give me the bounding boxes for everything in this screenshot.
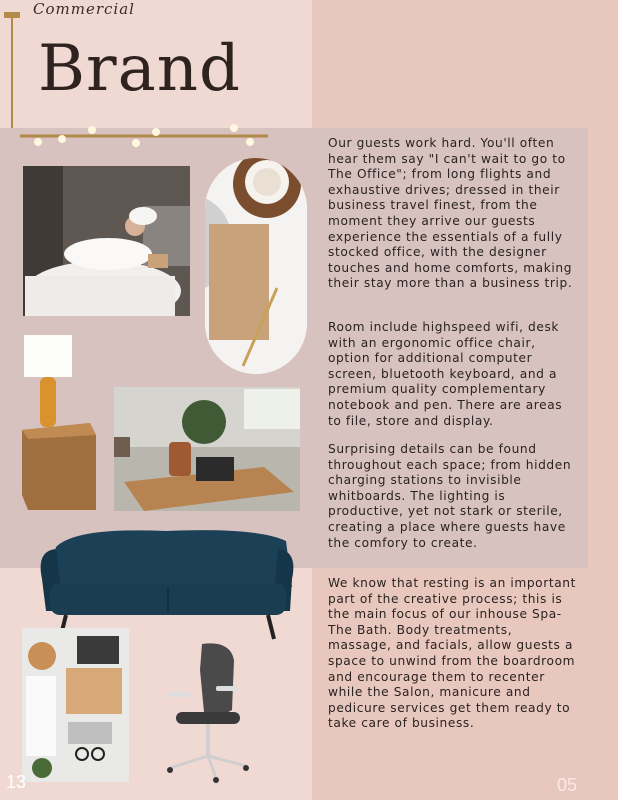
intro-paragraph: Our guests work hard. You'll often hear them say "I can't wait to go to The Office"; from long flights and exhaustive drives; dressed in their business travel finest, from the moment they arrive our guests experience the essentials of a fully stocked office, with the designer touches and home comforts, making their stay more than a business trip. [328, 136, 573, 291]
desk-flatlay-photo [22, 628, 129, 782]
page-number-left: 13 [6, 772, 27, 792]
section-script-label: Commercial [33, 0, 135, 18]
lamp-table-photo [20, 335, 100, 510]
bath-photo [23, 166, 190, 316]
page-title: Brand [38, 32, 241, 106]
spa-paragraph: We know that resting is an important part of the creative process; this is the main focus of our inhouse Spa- The Bath. Body treatments, massage, and facials, allow guests a space to unwind from the boardroom and encourage them to recenter while the Salon, manicure and pedicure services get them ready to take care of business. [328, 576, 576, 731]
notebook-coffee-photo [205, 158, 307, 374]
rooms-paragraph: Room include highspeed wifi, desk with an ergonomic office chair, option for additional computer screen, bluetooth keyboard, and a premium quality complementary notebook and pen. There are areas to file, store and display. [328, 320, 563, 428]
details-paragraph: Surprising details can be found throughout each space; from hidden charging stations to invisible whitboards. The lighting is productive, yet not stark or sterile, creating a place where guests have the comfory to create. [328, 442, 572, 550]
office-chair-photo [160, 640, 252, 785]
page-number: 05 [557, 775, 578, 795]
office-desk-photo [114, 387, 300, 511]
